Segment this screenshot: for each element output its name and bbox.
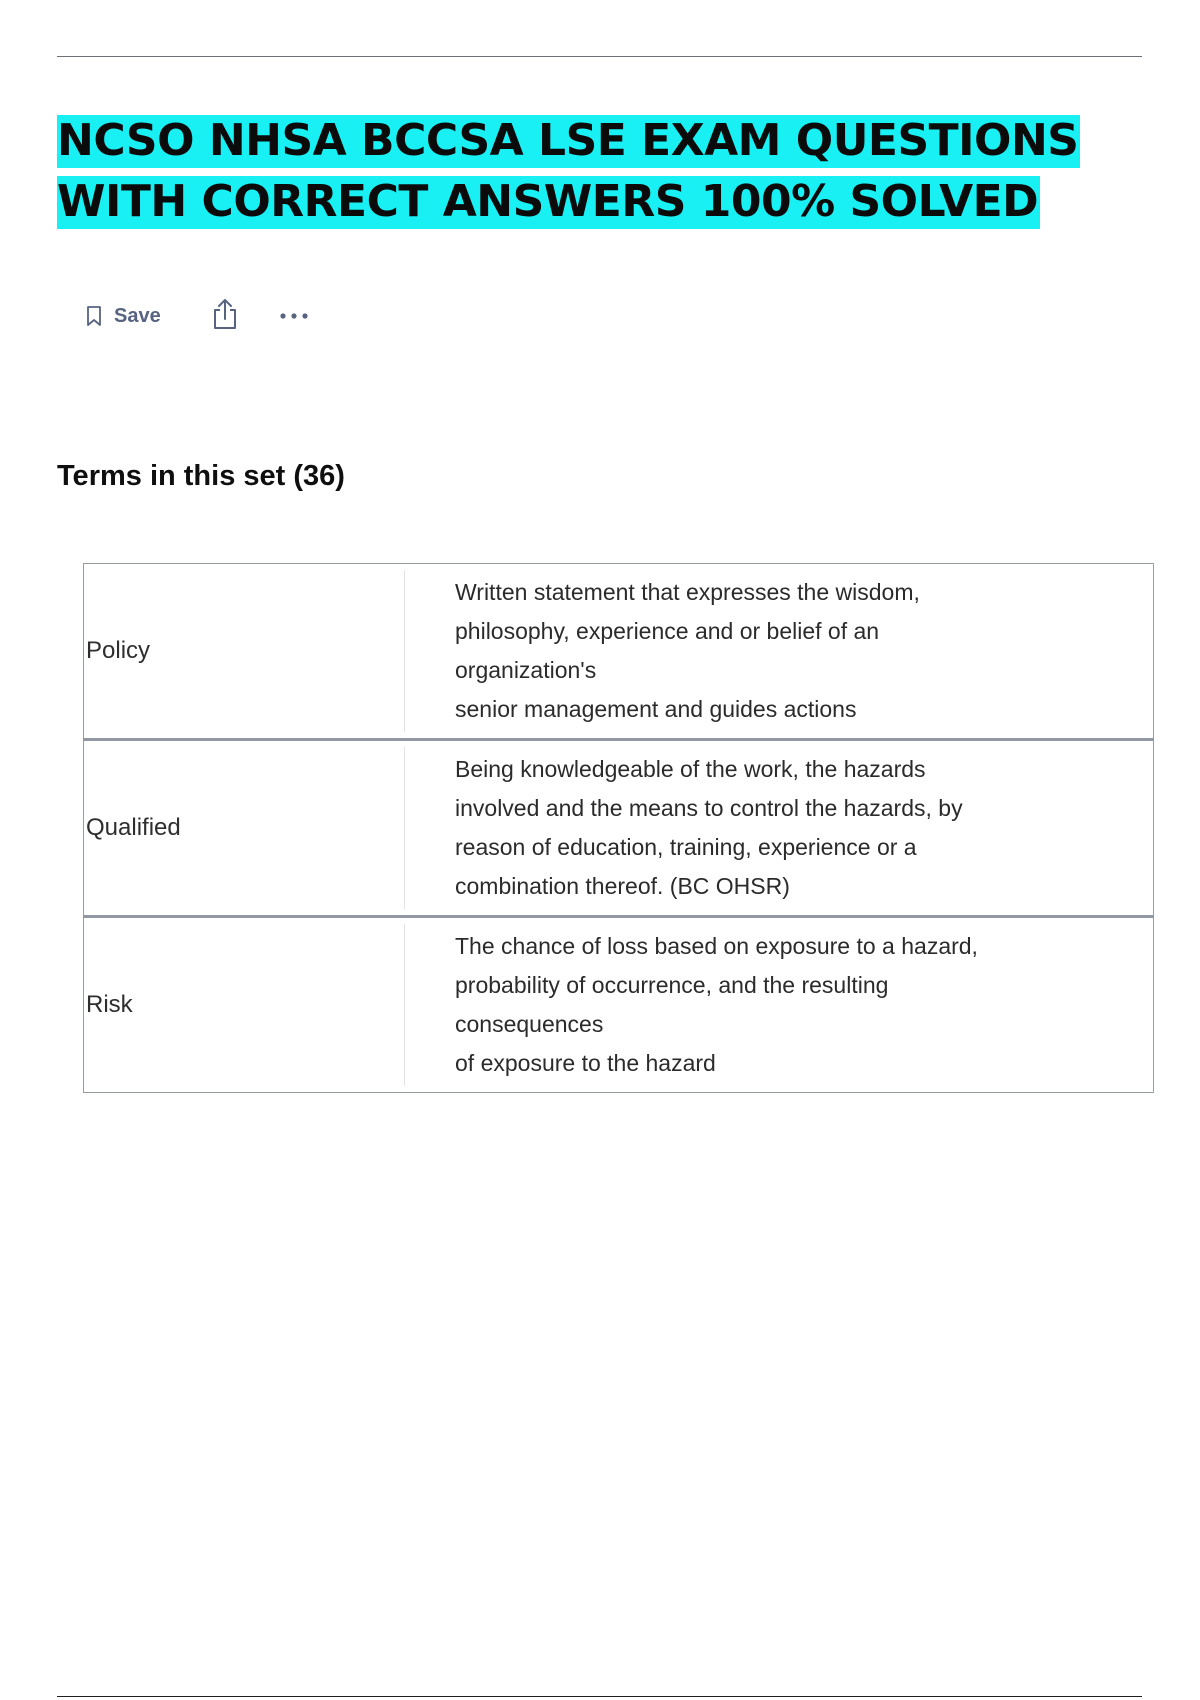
save-button[interactable] xyxy=(86,305,161,328)
more-options-button[interactable] xyxy=(279,307,309,325)
top-divider xyxy=(57,56,1142,57)
share-icon xyxy=(211,298,239,335)
action-bar xyxy=(86,296,309,336)
document-title xyxy=(57,110,1157,232)
term-cell: Risk xyxy=(84,917,406,1093)
term-row xyxy=(84,740,1154,917)
definition-cell: Written statement that expresses the wisdom, philosophy, experience and or belief of an organization's senior management and guides actions xyxy=(405,564,1154,740)
bookmark-icon xyxy=(86,305,102,327)
term-cell: Qualified xyxy=(84,740,406,917)
more-options-icon xyxy=(279,307,309,325)
terms-table xyxy=(83,563,1154,1093)
definition-cell: Being knowledgeable of the work, the hazards involved and the means to control the hazards, by reason of education, training, experience or a combination thereof. (BC OHSR) xyxy=(405,740,1154,917)
bottom-divider xyxy=(57,1696,1142,1697)
title-highlight: NCSO NHSA BCCSA LSE EXAM QUESTIONS WITH CORRECT ANSWERS 100% SOLVED xyxy=(57,115,1079,227)
term-row xyxy=(84,917,1154,1093)
share-button[interactable] xyxy=(211,298,239,335)
term-row xyxy=(84,564,1154,740)
definition-cell: The chance of loss based on exposure to a hazard, probability of occurrence, and the resulting consequences of exposure to the hazard xyxy=(405,917,1154,1093)
term-cell: Policy xyxy=(84,564,406,740)
terms-heading: Terms in this set (36) xyxy=(57,460,345,492)
save-button-label: Save xyxy=(114,304,161,327)
